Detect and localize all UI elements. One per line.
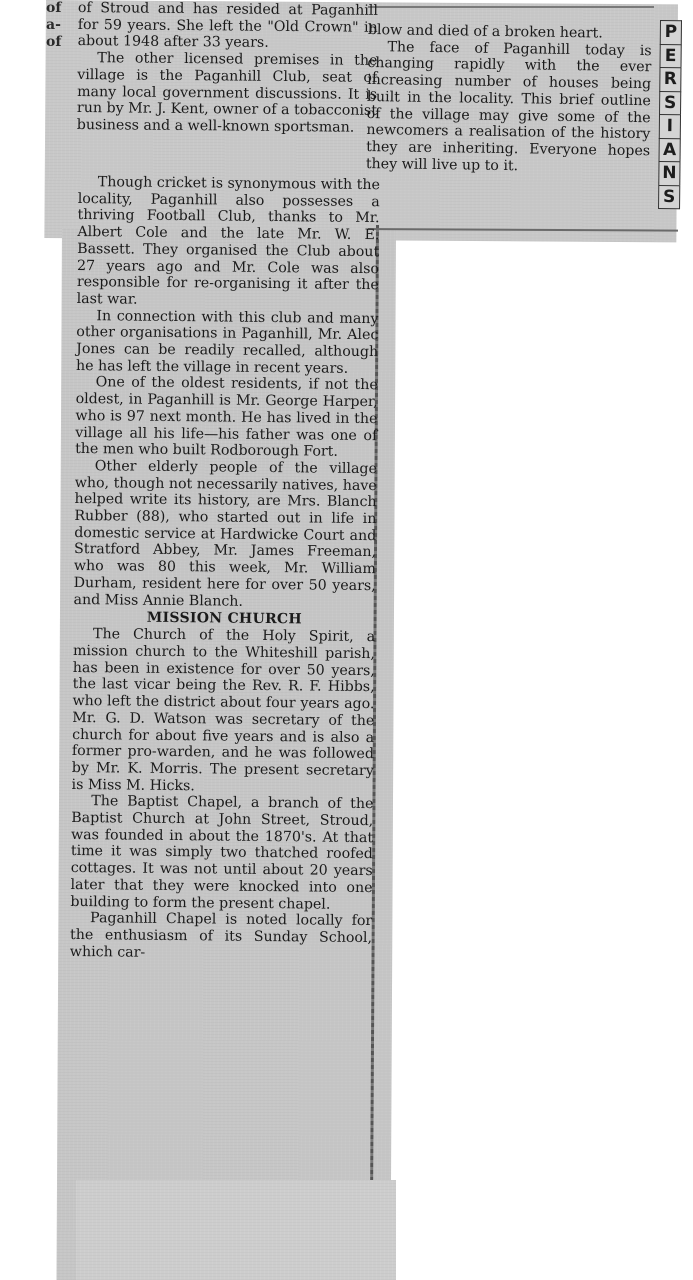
article-paragraph: of Stroud and has resided at Paganhill for 59 years. She left the "Old Crown" in about 1948 after 33 years. — [77, 0, 378, 52]
article-paragraph: blow and died of a broken heart. — [367, 22, 603, 42]
article-paragraph: The face of Paganhill today is changing rapidly with the ever increasing number of houses being built in the locality. This brief outline of the village may give some of the newcomers a realisation of the history they are inheriting. Everyone hopes they will live up to it. — [365, 38, 652, 174]
banner-letter: E — [660, 43, 682, 67]
section-subheading: MISSION CHURCH — [146, 610, 303, 628]
banner-letter: N — [658, 161, 680, 185]
article-paragraph: Though cricket is synonymous with the locality, Paganhill also possesses a thriving Football Club, thanks to Mr. Albert Cole and the late Mr. W. E. Bassett. They organised the Club about 27 years ago and Mr. Cole was also responsible for re-organising it after the last war. — [76, 174, 380, 308]
banner-letter: R — [659, 67, 681, 91]
vertical-banner — [658, 20, 682, 220]
article-paragraph: Other elderly people of the village who, though not necessarily natives, have helped write its history, are Mrs. Blanch Rubber (88), who started out in life in domestic service at Hardwicke Court and Stratford Abbey, Mr. James Freeman, who was 80 this week, Mr. William Durham, resident here for over 50 years, and Miss Annie Blanch. — [73, 458, 378, 610]
left-margin-fragments — [46, 0, 72, 70]
column-rule-top — [368, 6, 654, 8]
article-paragraph: The Baptist Chapel, a branch of the Baptist Church at John Street, Stroud, was founded in about the 1870's. At that time it was simply two thatched roofed cottages. It was not until about 20 years later that they were knocked into one building to form the present chapel. — [70, 793, 374, 913]
article-column-1-top — [77, 0, 378, 136]
article-paragraph: One of the oldest residents, if not the oldest, in Paganhill is Mr. George Harper, who is 97 next month. He has lived in the village all his life—his father was one of the men who built Rodborough Fort. — [75, 374, 378, 460]
article-paragraph: In connection with this club and many other organisations in Paganhill, Mr. Alec Jones can be readily recalled, although he has left the village in recent years. — [75, 307, 379, 377]
margin-fragment: of — [46, 34, 62, 50]
clipping-bottom-piece — [76, 1180, 396, 1280]
banner-letter: S — [659, 90, 681, 114]
article-paragraph: The other licensed premises in the village is the Paganhill Club, seat of many local government discussions. It is run by Mr. J. Kent, owner of a tobacconist business and a well-known sportsman. — [76, 50, 378, 136]
banner-letter: P — [660, 20, 682, 44]
article-column-2 — [366, 22, 652, 177]
margin-fragment: of — [46, 0, 62, 16]
margin-fragment: a- — [46, 17, 61, 33]
article-paragraph: Paganhill Chapel is noted locally for the enthusiasm of its Sunday School, which car- — [69, 910, 373, 961]
white-background — [396, 238, 693, 1280]
banner-letter: I — [659, 114, 681, 138]
article-paragraph: The Church of the Holy Spirit, a mission church to the Whiteshill parish, has been in existence for over 50 years, the last vicar being the Rev. R. F. Hibbs, who left the district about four years ago. Mr. G. D. Watson was secretary of the church for about five years and is also a former pro-warden, and he was followed by Mr. K. Morris. The present secretary is Miss M. Hicks. — [71, 626, 376, 794]
article-column-1-main — [70, 174, 380, 963]
banner-letter: A — [659, 137, 681, 161]
banner-letter: S — [658, 184, 680, 209]
